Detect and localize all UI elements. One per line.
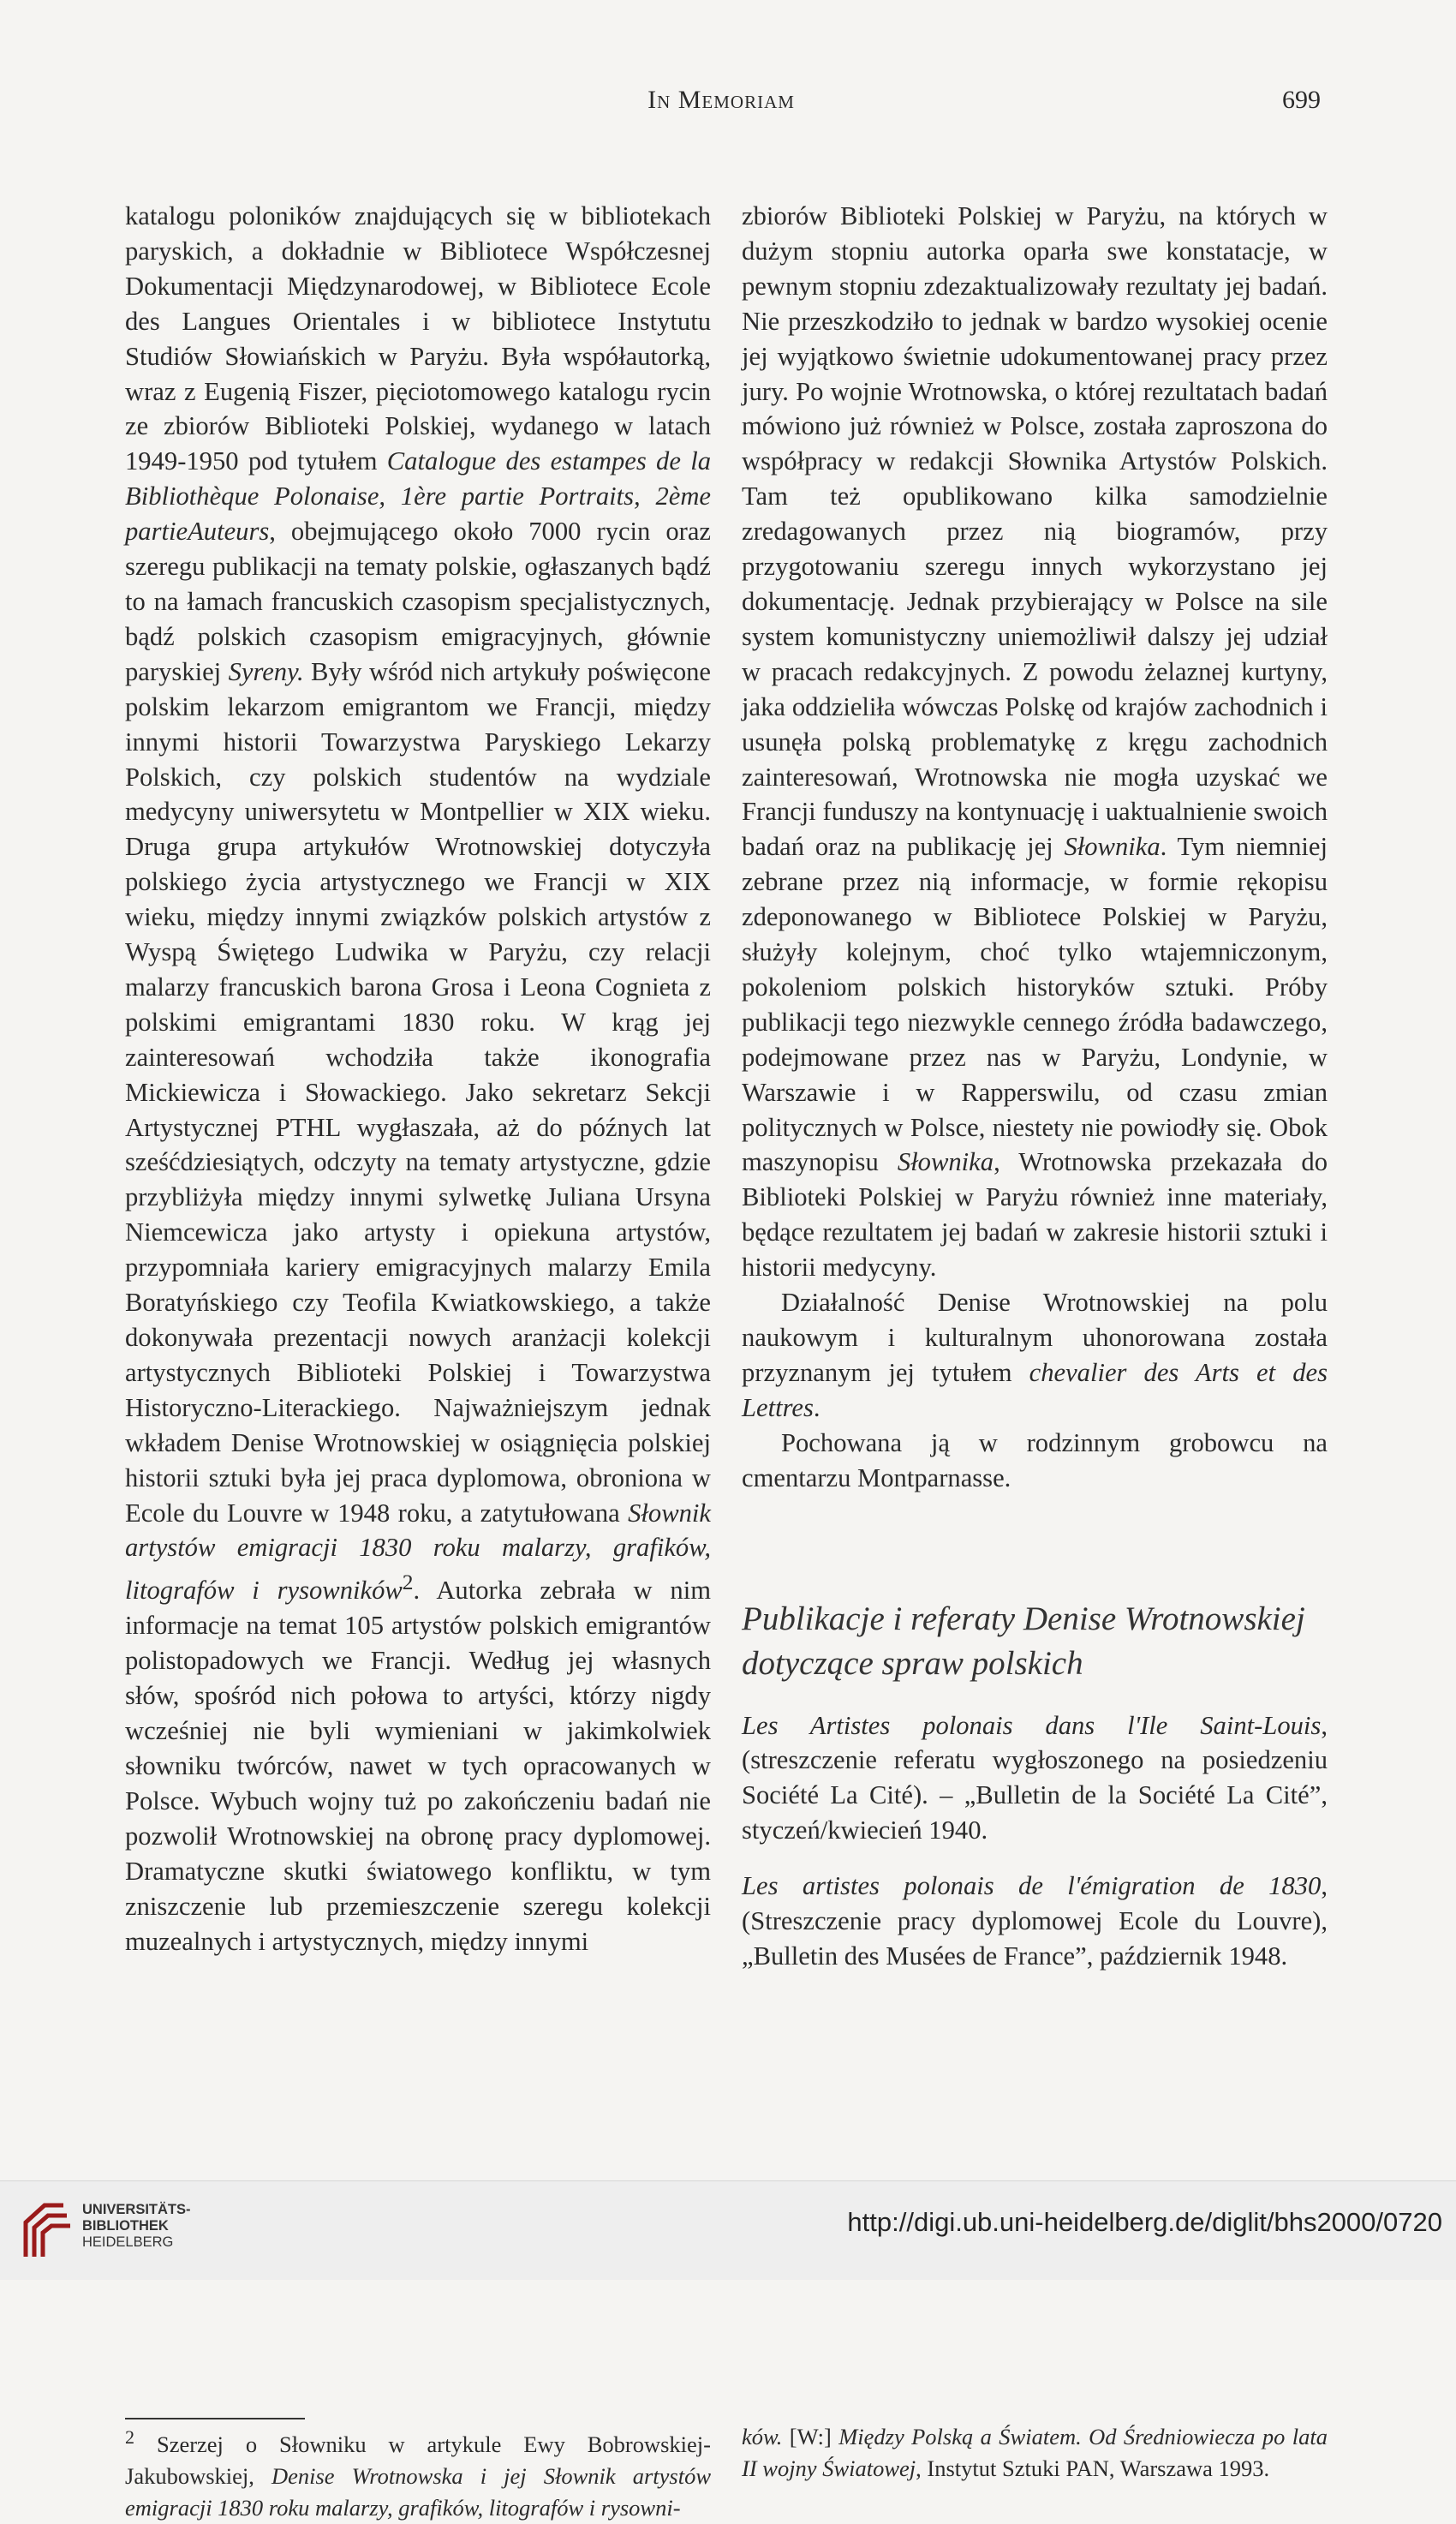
section-title: Publikacje i referaty Denise Wrotnowskiej dotyczące spraw polskich <box>742 1600 1305 1682</box>
text-run: , (Streszczenie pracy dyplomowej Ecole du Louvre), „Bulletin des Musées de France”, październik 1948. <box>742 1871 1328 1971</box>
italic-text: Słownika <box>897 1147 994 1177</box>
footnote-marker: 2 <box>125 2426 135 2448</box>
left-column <box>125 199 711 1959</box>
text-run: , obejmującego około 7000 rycin oraz szeregu publikacji na tematy polskie, ogłaszanych bądź to na łamach francuskich czasopism specjalistycznych, bądź polskich czasopism emigracyjnych, głównie paryskiej <box>125 517 711 686</box>
text-run: Pochowana ją w rodzinnym grobowcu na cmentarzu Montparnasse. <box>742 1427 1328 1492</box>
italic-text: Les artistes polonais de l'émigration de 1830 <box>742 1871 1322 1901</box>
digitization-bar <box>0 2180 1456 2280</box>
permalink-url[interactable]: http://digi.ub.uni-heidelberg.de/diglit/bhs2000/0720 <box>847 2207 1442 2237</box>
page-number: 699 <box>1282 86 1321 114</box>
right-column <box>742 199 1328 1974</box>
italic-text: Syreny. <box>228 656 304 686</box>
text-run: [W:] <box>782 2424 839 2449</box>
body-paragraph <box>742 1426 1328 1496</box>
body-paragraph <box>125 199 711 1959</box>
text-run: , Instytut Sztuki PAN, Warszawa 1993. <box>916 2455 1270 2481</box>
footnote-left <box>125 2421 711 2524</box>
text-run: Szerzej o Słowniku w artykule Ewy Bobrowskiej-Jakubowskiej, <box>125 2431 711 2489</box>
footnote-text <box>125 2421 711 2524</box>
italic-text: chevalier des Arts et des Lettres <box>742 1357 1328 1422</box>
italic-text: Denise Wrotnowska i jej Słownik artystów emigracji 1830 roku malarzy, grafików, litografów i rysowni- <box>125 2462 711 2521</box>
page-header <box>122 86 1321 127</box>
publication-entry <box>742 1869 1328 1974</box>
text-run: zbiorów Biblioteki Polskiej w Paryżu, na których w dużym stopniu autorka oparła swe konstatacje, w pewnym stopniu zdezaktualizowały rezultaty jej badań. Nie przeszkodziło to jednak w bardzo wysokiej ocenie jej wyjątkowo świetnie udokumentowanej pracy przez jury. Po wojnie Wrotnowska, o której rezultatach badań mówiono już również w Polsce, została zaproszona do współpracy w redakcji Słownika Artystów Polskich. Tam też opublikowano kilka samodzielnie zredagowanych przez nią biogramów, przy przygotowaniu szeregu innych wykorzystano jej dokumentację. Jednak przybierający w Polsce na sile system komunistyczny uniemożliwił dalszy jej udział w pracach redakcyjnych. Z powodu żelaznej kurtyny, jaka oddzieliła wówczas Polskę od krajów zachodnich i usunęła polską problematykę z kręgu zachodnich zainteresowań, Wrotnowska nie mogła uzyskać we Francji funduszy na kontynuację i uaktualnienie swoich badań oraz na publikację jej <box>742 201 1328 862</box>
italic-text: Catalogue des estampes de la Bibliothèque Polonaise, 1ère partie Portraits, 2ème partieAuteurs <box>125 446 711 547</box>
library-name-line: HEIDELBERG <box>82 2234 174 2250</box>
italic-text: Słownik artystów emigracji 1830 roku malarzy, grafików, litografów i rysowników <box>125 1498 711 1606</box>
italic-text: Les Artistes polonais dans l'Ile Saint-Louis <box>742 1710 1322 1740</box>
library-name-line: BIBLIOTHEK <box>82 2218 169 2234</box>
text-run: . <box>813 1392 820 1422</box>
body-paragraph <box>742 199 1328 1285</box>
text-run: , Wrotnowska przekazała do Biblioteki Polskiej w Paryżu również inne materiały, będące rezultatem jej badań w zakresie historii sztuki i historii medycyny. <box>742 1147 1328 1283</box>
italic-text: ków. <box>742 2424 783 2449</box>
publication-entry <box>742 1708 1328 1849</box>
library-name-line: UNIVERSITÄTS- <box>82 2202 191 2217</box>
library-logo-icon <box>19 2197 74 2265</box>
footnote-text <box>742 2421 1328 2485</box>
text-run: Były wśród nich artykuły poświęcone polskim lekarzom emigrantom we Francji, między innymi historii Towarzystwa Paryskiego Lekarzy Polskich, czy polskich studentów na wydziale medycyny uniwersytetu w Montpellier w XIX wieku. Druga grupa artykułów Wrotnowskiej dotyczyła polskiego życia artystycznego we Francji w XIX wieku, między innymi związków polskich artystów z Wyspą Świętego Ludwika w Paryżu, czy relacji malarzy francuskich barona Grosa i Leona Cognieta z polskimi emigrantami 1830 roku. W krąg jej zainteresowań wchodziła także ikonografia Mickiewicza i Słowackiego. Jako sekretarz Sekcji Artystycznej PTHL wygłaszała, aż do późnych lat sześćdziesiątych, odczyty na tematy artystyczne, gdzie przybliżyła między innymi sylwetkę Juliana Ursyna Niemcewicza jako artysty i opiekuna artystów, przypomniała kariery emigracyjnych malarzy Emila Boratyńskiego czy Teofila Kwiatkowskiego, a także dokonywała prezentacji nowych aranżacji kolekcji artystycznych Biblioteki Polskiej i Towarzystwa Historyczno-Literackiego. Najważniejszym jednak wkładem Denise Wrotnowskiej w osiągnięcia polskiej historii sztuki była jej praca dyplomowa, obroniona w Ecole du Louvre w 1948 roku, a zatytułowana <box>125 656 712 1528</box>
text-run: , (streszczenie referatu wygłoszonego na posiedzeniu Société La Cité). – „Bulletin de la Société La Cité”, styczeń/kwiecień 1940. <box>742 1710 1328 1845</box>
text-run: Działalność Denise Wrotnowskiej na polu naukowym i kulturalnym uhonorowana została przyznanym jej tytułem <box>742 1288 1328 1387</box>
italic-text: Słownika <box>1064 832 1161 862</box>
text-run: . Autorka zebrała w nim informacje na temat 105 artystów polskich emigrantów polistopadowych we Francji. Według jej własnych słów, spośród nich połowa to artyści, którzy nigdy wcześniej nie byli wymieniani w jakimkolwiek słowniku twórców, nawet w tych opracowanych w Polsce. Wybuch wojny tuż po zakończeniu badań nie pozwolił Wrotnowskiej na obronę pracy dyplomowej. Dramatyczne skutki światowego konfliktu, w tym zniszczenie lub przemieszczenie szeregu kolekcji muzealnych i artystycznych, między innymi <box>125 1576 711 1956</box>
running-head: In Memoriam <box>647 86 795 114</box>
library-name <box>82 2202 191 2251</box>
footnote-marker: 2 <box>402 1570 414 1595</box>
body-paragraph <box>742 1285 1328 1426</box>
text-run: katalogu poloników znajdujących się w bibliotekach paryskich, a dokładnie w Bibliotece Współczesnej Dokumentacji Międzynarodowej, w Bibliotece Ecole des Langues Orientales i w bibliotece Instytutu Studiów Słowiańskich w Paryżu. Była współautorką, wraz z Eugenią Fiszer, pięciotomowego katalogu rycin ze zbiorów Biblioteki Polskiej, wydanego w latach 1949-1950 pod tytułem <box>125 201 711 476</box>
italic-text: Między Polską a Światem. Od Średniowiecza po lata II wojny Światowej <box>742 2424 1328 2481</box>
text-run: . Tym niemniej zebrane przez nią informacje, w formie rękopisu zdeponowanego w Bibliotece Polskiej w Paryżu, służyły kolejnym, choć tylko wtajemniczonym, pokoleniom polskich historyków sztuki. Próby publikacji tego niezwykle cennego źródła badawczego, podejmowane przez nas w Paryżu, Londynie, w Warszawie i w Rapperswilu, od czasu zmian politycznych w Polsce, niestety nie powiodły się. Obok maszynopisu <box>742 832 1328 1177</box>
footnote-right <box>742 2421 1328 2485</box>
